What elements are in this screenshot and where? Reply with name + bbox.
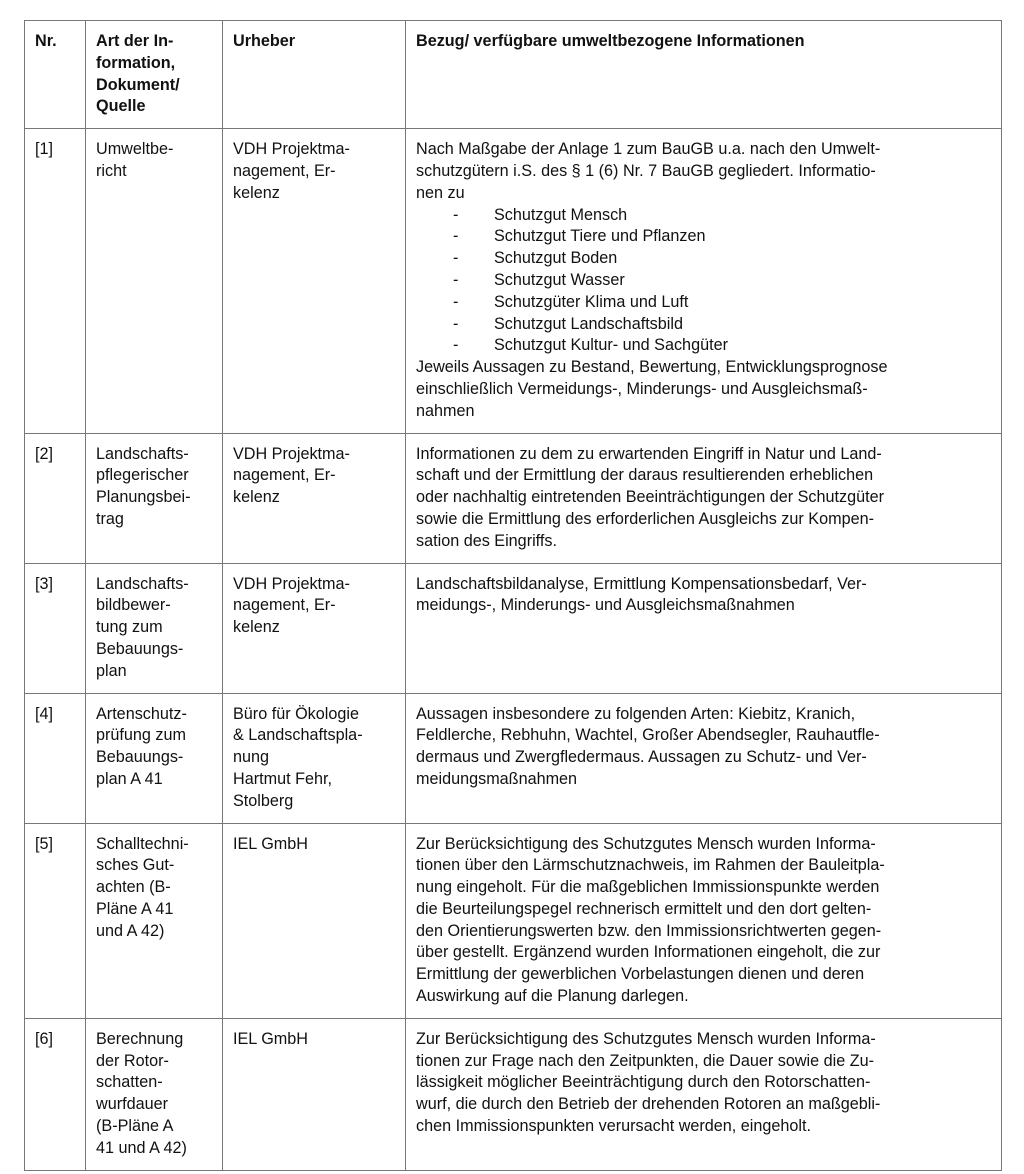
cell-nr: [5] <box>25 823 86 1018</box>
cell-line: den Orientierungswerten bzw. den Immissionsrichtwerten gegen- <box>416 921 882 940</box>
cell-bezug <box>406 1018 1002 1170</box>
cell-nr: [1] <box>25 129 86 433</box>
cell-nr: [6] <box>25 1018 86 1170</box>
bullet-text: Schutzgut Landschaftsbild <box>494 314 683 333</box>
cell-line: plan A 41 <box>96 769 163 788</box>
header-art-line: formation, <box>96 53 176 72</box>
cell-line: Bebauungs- <box>96 748 184 767</box>
cell-line: bildbewer- <box>96 596 171 615</box>
table-header-row <box>25 21 1002 129</box>
bullet-text: Schutzgut Wasser <box>494 270 625 289</box>
cell-line: IEL GmbH <box>233 834 308 853</box>
cell-urheber <box>223 823 406 1018</box>
cell-line: der Rotor- <box>96 1051 169 1070</box>
cell-line: dermaus und Zwergfledermaus. Aussagen zu Schutz- und Ver- <box>416 748 867 767</box>
cell-line: Landschaftsbildanalyse, Ermittlung Kompensationsbedarf, Ver- <box>416 574 867 593</box>
cell-line: tionen über den Lärmschutznachweis, im Rahmen der Bauleitpla- <box>416 856 885 875</box>
bullet-text: Schutzgut Kultur- und Sachgüter <box>494 336 728 355</box>
bullet-text: Schutzgut Mensch <box>494 205 628 224</box>
cell-line: sowie die Ermittlung des erforderlichen Ausgleichs zur Kompen- <box>416 509 874 528</box>
cell-line: sches Gut- <box>96 856 175 875</box>
bullet-dash: - <box>453 314 459 333</box>
cell-line: nagement, Er- <box>233 161 336 180</box>
cell-line: kelenz <box>233 488 280 507</box>
cell-urheber <box>223 693 406 823</box>
header-art <box>86 21 223 129</box>
bullet-dash: - <box>453 270 459 289</box>
cell-line: chen Immissionspunkten verursacht werden, eingeholt. <box>416 1117 812 1136</box>
cell-line: schatten- <box>96 1073 163 1092</box>
cell-line: Planungsbei- <box>96 488 191 507</box>
cell-line: Berechnung <box>96 1029 184 1048</box>
cell-line: Informationen zu dem zu erwartenden Eingriff in Natur und Land- <box>416 444 882 463</box>
cell-line: sation des Eingriffs. <box>416 531 557 550</box>
cell-urheber <box>223 563 406 693</box>
bullet-text: Schutzgut Tiere und Pflanzen <box>494 227 706 246</box>
cell-line: wurf, die durch den Betrieb der drehenden Rotoren an maßgebli- <box>416 1095 881 1114</box>
header-urheber: Urheber <box>223 21 406 129</box>
cell-line: Landschafts- <box>96 574 189 593</box>
cell-line: Stolberg <box>233 791 294 810</box>
cell-bezug <box>406 563 1002 693</box>
cell-line: einschließlich Vermeidungs-, Minderungs- und Ausgleichsmaß- <box>416 379 868 398</box>
header-art-line: Quelle <box>96 97 146 116</box>
bullet-item <box>416 205 991 227</box>
header-art-line: Art der In- <box>96 32 174 50</box>
cell-line: nen zu <box>416 183 465 202</box>
cell-line: richt <box>96 161 127 180</box>
bullet-dash: - <box>453 205 459 224</box>
cell-line: Artenschutz- <box>96 704 187 723</box>
cell-line: Aussagen insbesondere zu folgenden Arten: Kiebitz, Kranich, <box>416 704 856 723</box>
cell-art <box>86 129 223 433</box>
cell-urheber <box>223 129 406 433</box>
cell-line: nagement, Er- <box>233 466 336 485</box>
cell-art <box>86 693 223 823</box>
cell-bezug <box>406 823 1002 1018</box>
bullet-item <box>416 292 991 314</box>
cell-nr: [2] <box>25 433 86 563</box>
cell-art <box>86 433 223 563</box>
cell-line: lässigkeit möglicher Beeinträchtigung durch den Rotorschatten- <box>416 1073 871 1092</box>
bullet-dash: - <box>453 292 459 311</box>
bullet-dash: - <box>453 249 459 268</box>
cell-line: über gestellt. Ergänzend wurden Informationen eingeholt, die zur <box>416 943 881 962</box>
cell-line: Umweltbe- <box>96 140 174 159</box>
cell-line: Ermittlung der gewerblichen Vorbelastungen dienen und deren <box>416 965 865 984</box>
cell-line: Hartmut Fehr, <box>233 769 332 788</box>
cell-line: nagement, Er- <box>233 596 336 615</box>
cell-line: nung eingeholt. Für die maßgeblichen Immissionspunkte werden <box>416 878 880 897</box>
cell-art <box>86 563 223 693</box>
cell-line: achten (B- <box>96 878 171 897</box>
cell-line: prüfung zum <box>96 726 186 745</box>
cell-line: Jeweils Aussagen zu Bestand, Bewertung, Entwicklungsprognose <box>416 358 888 377</box>
table-row <box>25 1018 1002 1170</box>
cell-line: kelenz <box>233 618 280 637</box>
cell-line: trag <box>96 509 124 528</box>
cell-art <box>86 823 223 1018</box>
table-row <box>25 433 1002 563</box>
cell-line: tung zum <box>96 618 163 637</box>
cell-line: VDH Projektma- <box>233 574 350 593</box>
cell-line: Nach Maßgabe der Anlage 1 zum BauGB u.a. nach den Umwelt- <box>416 140 881 159</box>
cell-nr: [3] <box>25 563 86 693</box>
cell-line: Zur Berücksichtigung des Schutzgutes Mensch wurden Informa- <box>416 1029 876 1048</box>
bullet-dash: - <box>453 227 459 246</box>
cell-line: tionen zur Frage nach den Zeitpunkten, die Dauer sowie die Zu- <box>416 1051 875 1070</box>
cell-bezug <box>406 693 1002 823</box>
cell-line: Pläne A 41 <box>96 899 174 918</box>
cell-line: IEL GmbH <box>233 1029 308 1048</box>
cell-line: (B-Pläne A <box>96 1117 174 1136</box>
cell-line: oder nachhaltig eintretenden Beeinträchtigungen der Schutzgüter <box>416 488 884 507</box>
cell-line: & Landschaftspla- <box>233 726 363 745</box>
cell-bezug <box>406 433 1002 563</box>
table-row <box>25 693 1002 823</box>
cell-line: nahmen <box>416 401 475 420</box>
table-row <box>25 563 1002 693</box>
cell-line: die Beurteilungspegel rechnerisch ermittelt und den dort gelten- <box>416 899 872 918</box>
cell-line: 41 und A 42) <box>96 1138 187 1157</box>
bullet-dash: - <box>453 336 459 355</box>
bullet-item <box>416 248 991 270</box>
sources-table <box>24 20 1002 1171</box>
header-nr: Nr. <box>25 21 86 129</box>
cell-line: schaft und der Ermittlung der daraus resultierenden erheblichen <box>416 466 874 485</box>
table-row <box>25 823 1002 1018</box>
cell-line: Auswirkung auf die Planung darlegen. <box>416 987 689 1006</box>
cell-line: VDH Projektma- <box>233 444 350 463</box>
bullet-item <box>416 314 991 336</box>
cell-line: Büro für Ökologie <box>233 704 359 723</box>
cell-line: schutzgütern i.S. des § 1 (6) Nr. 7 BauGB gegliedert. Informatio- <box>416 161 876 180</box>
cell-urheber <box>223 433 406 563</box>
table-row <box>25 129 1002 433</box>
cell-line: Schalltechni- <box>96 834 189 853</box>
cell-line: Landschafts- <box>96 444 189 463</box>
cell-line: wurfdauer <box>96 1095 168 1114</box>
cell-line: pflegerischer <box>96 466 189 485</box>
cell-line: kelenz <box>233 183 280 202</box>
cell-line: Zur Berücksichtigung des Schutzgutes Mensch wurden Informa- <box>416 834 876 853</box>
bullet-item <box>416 270 991 292</box>
cell-line: VDH Projektma- <box>233 140 350 159</box>
cell-line: Feldlerche, Rebhuhn, Wachtel, Großer Abendsegler, Rauhautfle- <box>416 726 880 745</box>
bullet-item <box>416 335 991 357</box>
cell-line: Bebauungs- <box>96 639 184 658</box>
cell-bezug <box>406 129 1002 433</box>
header-bezug: Bezug/ verfügbare umweltbezogene Informationen <box>406 21 1002 129</box>
cell-urheber <box>223 1018 406 1170</box>
header-art-line: Dokument/ <box>96 75 180 94</box>
cell-line: meidungsmaßnahmen <box>416 769 578 788</box>
bullet-text: Schutzgut Boden <box>494 249 618 268</box>
cell-line: plan <box>96 661 127 680</box>
cell-line: und A 42) <box>96 921 165 940</box>
bullet-text: Schutzgüter Klima und Luft <box>494 292 689 311</box>
cell-line: meidungs-, Minderungs- und Ausgleichsmaßnahmen <box>416 596 795 615</box>
cell-nr: [4] <box>25 693 86 823</box>
bullet-item <box>416 226 991 248</box>
cell-art <box>86 1018 223 1170</box>
cell-line: nung <box>233 748 270 767</box>
